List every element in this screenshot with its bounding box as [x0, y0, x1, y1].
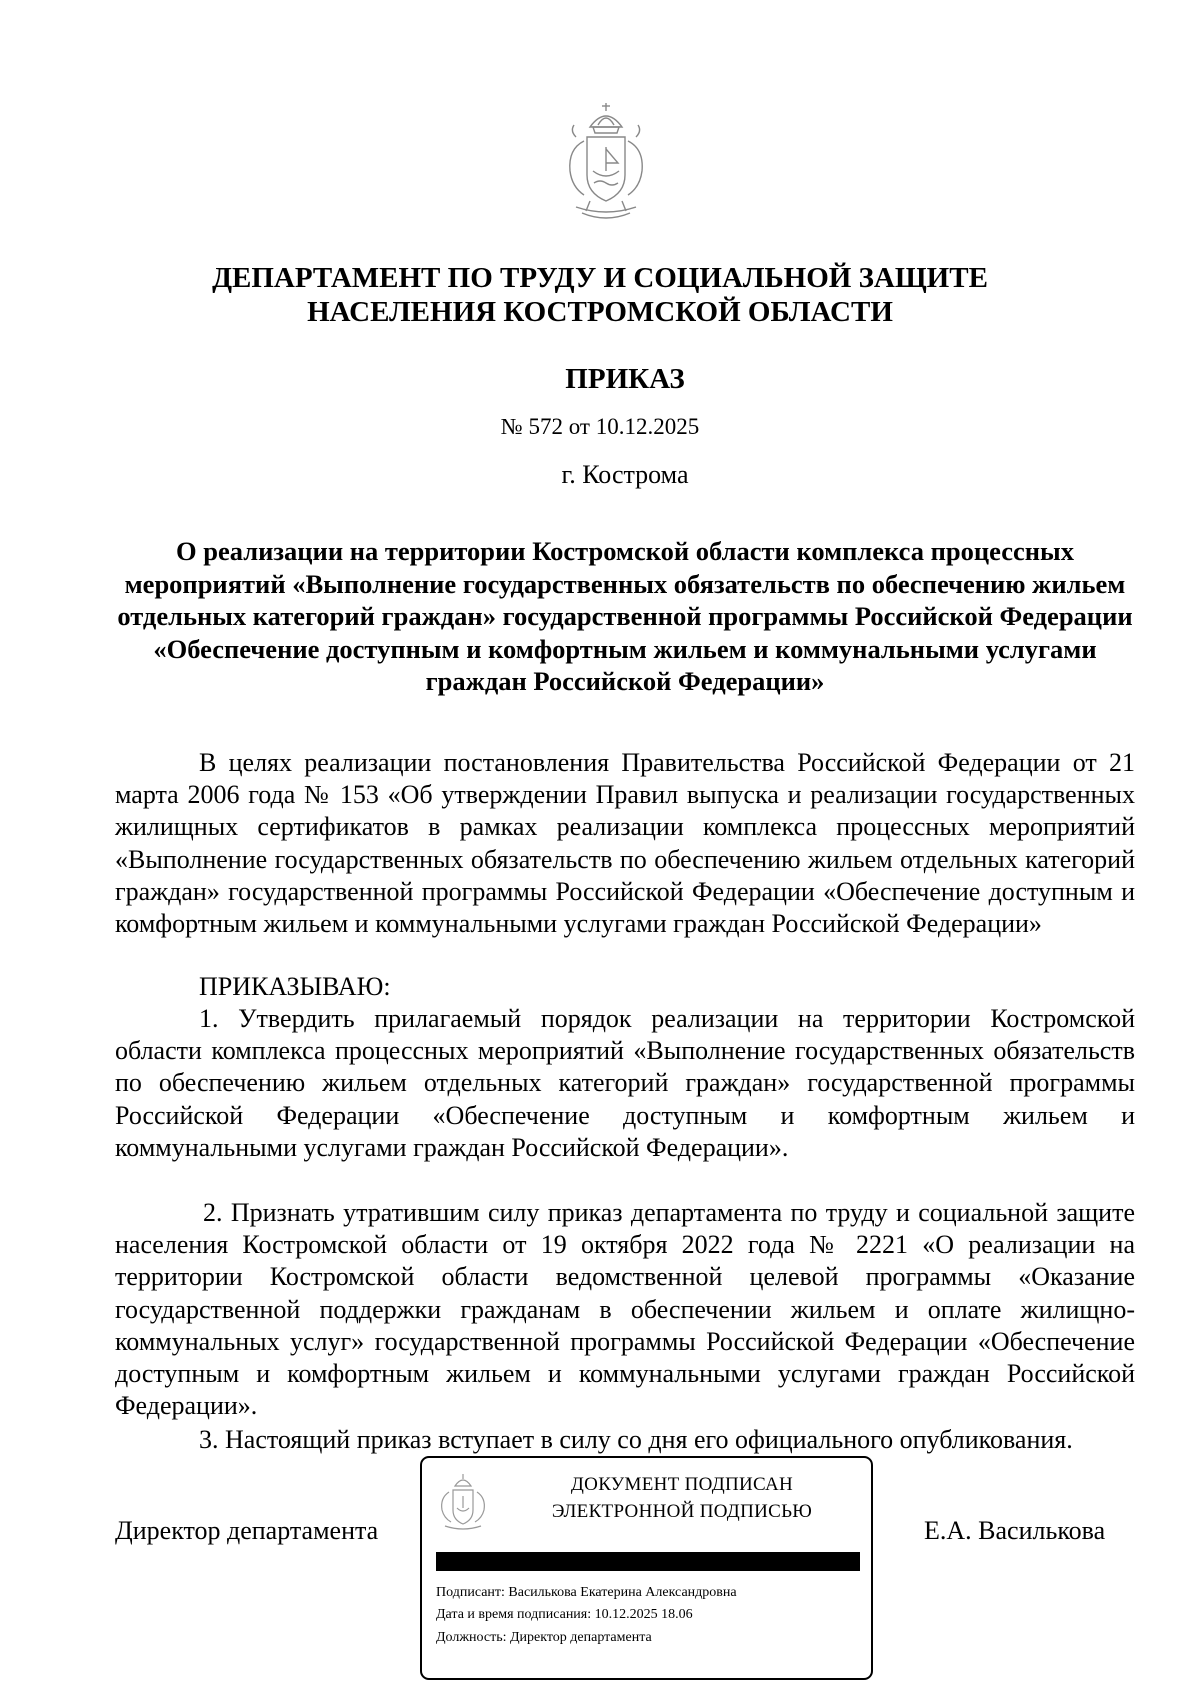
- doc-city: г. Кострома: [561, 460, 689, 489]
- department-name-line2: НАСЕЛЕНИЯ КОСТРОМСКОЙ ОБЛАСТИ: [307, 296, 893, 328]
- order-item-2: 2. Признать утратившим силу приказ департамента по труду и социальной защите населения Костромской области от 19 октября 2022 года № 2221 «О реализации на территории Костромской области ведомственной целевой программы «Оказание государственной поддержки гражданам в обеспечении жильем и оплате жилищно-коммунальных услуг» государственной программы Российской Федерации «Обеспечение доступным и комфортным жильем и коммунальными услугами граждан Российской Федерации».: [115, 1198, 1135, 1421]
- coat-of-arms-icon: [560, 97, 652, 225]
- stamp-coat-of-arms-icon: [435, 1472, 491, 1532]
- signatory-position: Директор департамента: [115, 1516, 379, 1545]
- order-title: О реализации на территории Костромской области комплекса процессных мероприятий «Выполнение государственных обязательств по обеспечению жильем отдельных категорий граждан» государственной программы Российской Федерации «Обеспечение доступным и комфортным жильем и коммунальными услугами граждан Российской Федерации»: [117, 536, 1133, 696]
- preamble-paragraph: В целях реализации постановления Правительства Российской Федерации от 21 марта 2006 года № 153 «Об утверждении Правил выпуска и реализации государственных жилищных сертификатов в рамках реализации комплекса процессных мероприятий «Выполнение государственных обязательств по обеспечению жильем отдельных категорий граждан» государственной программы Российской Федерации «Обеспечение доступным и комфортным жильем и коммунальными услугами граждан Российской Федерации»: [115, 748, 1135, 939]
- redacted-certificate-bar: [436, 1552, 860, 1571]
- stamp-position: Должность: Директор департамента: [436, 1630, 652, 1645]
- order-item-3: 3. Настоящий приказ вступает в силу со дня его официального опубликования.: [199, 1425, 1073, 1454]
- department-name-line1: ДЕПАРТАМЕНТ ПО ТРУДУ И СОЦИАЛЬНОЙ ЗАЩИТЕ: [212, 262, 988, 294]
- stamp-datetime: Дата и время подписания: 10.12.2025 18.06: [436, 1607, 693, 1622]
- e-signature-stamp: [420, 1456, 873, 1680]
- doc-type-heading: ПРИКАЗ: [565, 363, 685, 395]
- doc-number-date: № 572 от 10.12.2025: [500, 414, 700, 439]
- stamp-signer: Подписант: Василькова Екатерина Александровна: [436, 1585, 737, 1600]
- order-item-1: 1. Утвердить прилагаемый порядок реализации на территории Костромской области комплекса процессных мероприятий «Выполнение государственных обязательств по обеспечению жильем отдельных категорий граждан» государственной программы Российской Федерации «Обеспечение доступным и комфортным жильем и коммунальными услугами граждан Российской Федерации».: [115, 1004, 1135, 1162]
- signatory-name: Е.А. Василькова: [924, 1516, 1106, 1545]
- stamp-title-line1: ДОКУМЕНТ ПОДПИСАН: [570, 1474, 794, 1495]
- stamp-title-line2: ЭЛЕКТРОННОЙ ПОДПИСЬЮ: [551, 1501, 813, 1522]
- order-word: ПРИКАЗЫВАЮ:: [199, 972, 391, 1001]
